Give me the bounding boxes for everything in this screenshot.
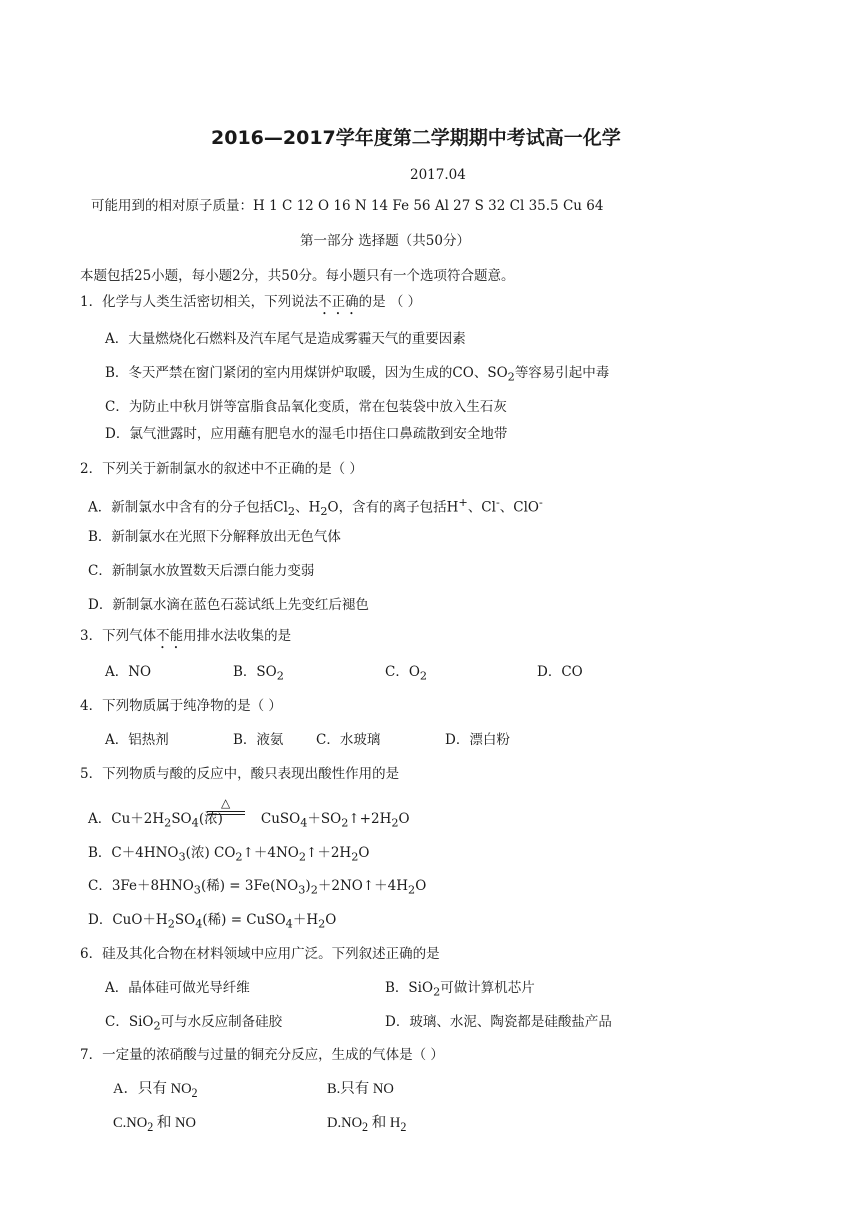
question-5-option-a: A．$Cu+2H_2SO_4$(浓) $CuSO_4+SO_2↑+2H_2O$ [88,811,410,830]
question-7-option-a: A．只有 $NO_2$ [113,1081,198,1100]
question-1-option-b: B．冬天严禁在窗门紧闭的室内用煤饼炉取暖，因为生成的CO、$SO_2$等容易引起中毒 [105,365,610,384]
question-2-option-b: B．新制氯水在光照下分解释放出无色气体 [88,529,341,545]
question-3-option-a: A．NO [105,664,152,680]
atomic-masses: 可能用到的相对原子质量：H 1 C 12 O 16 N 14 Fe 56 Al 27 S 32 Cl 35.5 Cu 64 [91,198,604,214]
question-7-stem: 7．一定量的浓硝酸与过量的铜充分反应，生成的气体是（ ） [80,1047,444,1063]
question-5-option-d: D．$CuO+H_2SO_4$(稀) = $CuSO_4+H_2O$ [88,912,337,931]
question-6-option-c: C．SiO$_2$可与水反应制备硅胶 [105,1014,283,1033]
question-6-option-a: A．晶体硅可做光导纤维 [105,980,250,996]
question-4-option-a: A．铝热剂 [105,732,169,748]
question-1-option-a: A．大量燃烧化石燃料及汽车尾气是造成雾霾天气的重要因素 [105,331,466,347]
question-3-option-c: C．$O_2$ [385,664,428,683]
question-5-stem: 5．下列物质与酸的反应中，酸只表现出酸性作用的是 [80,766,400,782]
question-1-option-c: C．为防止中秋月饼等富脂食品氧化变质，常在包装袋中放入生石灰 [105,399,507,415]
question-2-option-a: A．新制氯水中含有的分子包括$Cl_2$、$H_2O$，含有的离子包括H+、Cl-、ClO- [88,496,543,519]
question-2-option-c: C．新制氯水放置数天后漂白能力变弱 [88,563,315,579]
question-4-option-b: B．液氨 [233,732,284,748]
question-1-option-d: D．氯气泄露时，应用蘸有肥皂水的湿毛巾捂住口鼻疏散到安全地带 [105,426,508,442]
instructions: 本题包括25小题，每小题2分，共50分。每小题只有一个选项符合题意。 [80,268,515,284]
question-7-option-c: $C.NO_2$ 和 NO [113,1115,196,1134]
question-5-option-c: C．$3Fe+8HNO_3$(稀) = $3Fe(NO_3)_2+2NO↑+4H_2O$ [88,878,427,897]
question-4-option-d: D．漂白粉 [445,732,510,748]
question-7-option-b: B.只有 NO [327,1081,394,1097]
question-4-option-c: C．水玻璃 [316,732,381,748]
exam-date: 2017.04 [410,167,466,183]
question-1-stem: 1．化学与人类生活密切相关，下列说法不正确的是 （ ） [80,294,422,310]
section-title: 第一部分 选择题（共50分） [300,233,470,249]
question-6-option-d: D．玻璃、水泥、陶瓷都是硅酸盐产品 [385,1014,612,1030]
question-6-stem: 6．硅及其化合物在材料领域中应用广泛。下列叙述正确的是 [80,946,440,962]
question-3-option-d: D．CO [537,664,583,680]
question-5-option-b: B．$C+4HNO_3$(浓) $CO_2↑+4NO_2↑+2H_2O$ [88,845,370,864]
question-2-stem: 2．下列关于新制氯水的叙述中不正确的是（ ） [80,461,363,477]
question-7-option-d: $D.NO_2$ 和 $H_2$ [327,1115,407,1134]
page-title: 2016—2017学年度第二学期期中考试高一化学 [211,127,621,149]
question-3-stem: 3．下列气体不能用排水法收集的是 [80,628,292,644]
heat-symbol: △ [221,796,231,810]
question-6-option-b: B．SiO$_2$可做计算机芯片 [385,980,535,999]
question-3-option-b: B．$SO_2$ [233,664,284,683]
question-4-stem: 4．下列物质属于纯净物的是（ ） [80,698,282,714]
question-2-option-d: D．新制氯水滴在蓝色石蕊试纸上先变红后褪色 [88,597,369,613]
